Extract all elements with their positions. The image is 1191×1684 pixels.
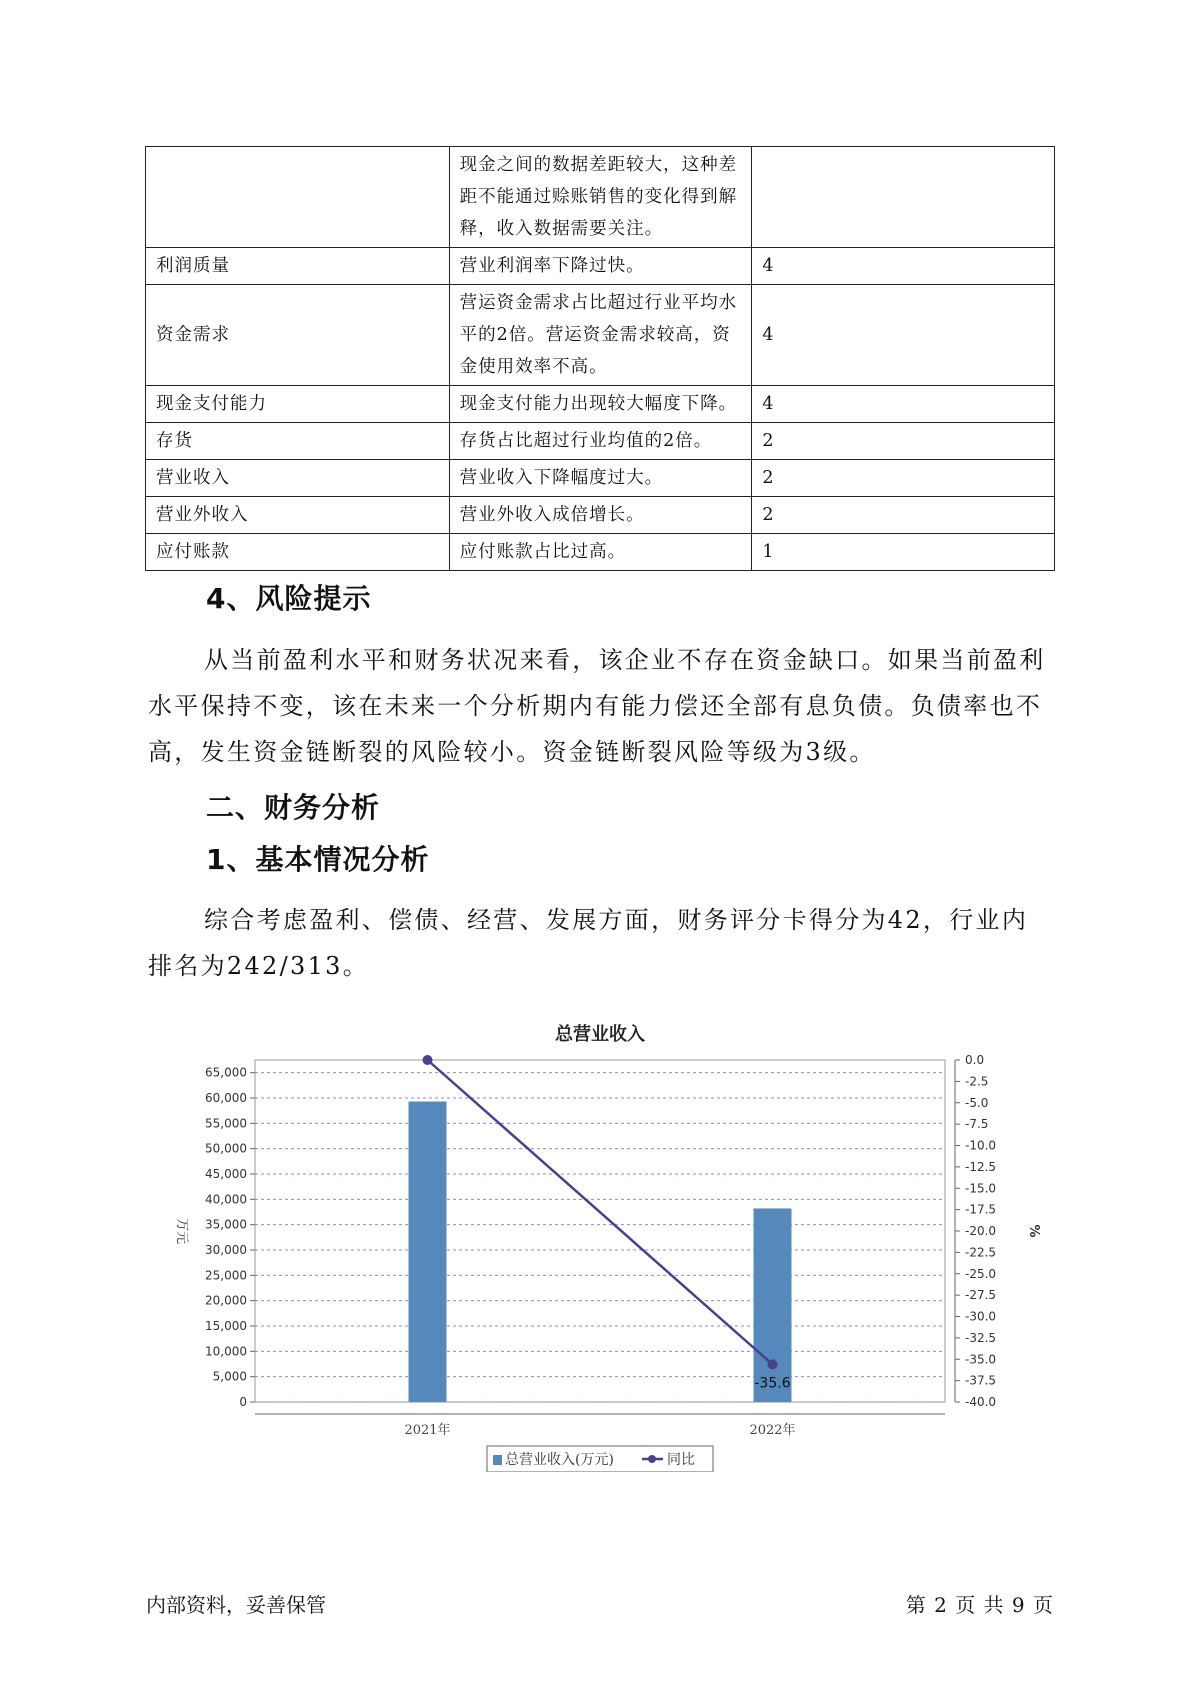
table-cell-desc: 营业利润率下降过快。 (449, 248, 752, 285)
footer-page-number: 第 2 页 共 9 页 (905, 1593, 1054, 1617)
y2-tick-label: -27.5 (965, 1288, 997, 1303)
y2-tick-label: -17.5 (965, 1202, 997, 1217)
y2-tick-label: -37.5 (965, 1373, 997, 1388)
y-tick-label: 45,000 (205, 1167, 247, 1181)
x-tick-label: 2022年 (749, 1423, 796, 1438)
table-cell-score: 2 (752, 423, 1055, 460)
y2-tick-label: -22.5 (965, 1245, 997, 1260)
table-cell-item: 资金需求 (146, 285, 450, 386)
table-cell-item: 现金支付能力 (146, 386, 450, 423)
y-tick-label: 20,000 (205, 1293, 247, 1308)
table-cell-score: 2 (752, 497, 1055, 534)
table-cell-score: 4 (752, 248, 1055, 285)
table-cell (752, 147, 1055, 248)
plot-area (255, 1060, 945, 1402)
table-row (146, 386, 1055, 423)
table-row (146, 248, 1055, 285)
section-heading-finance: 二、财务分析 (206, 791, 381, 824)
table-cell: 现金之间的数据差距较大，这种差距不能通过赊账销售的变化得到解释，收入数据需要关注。 (449, 147, 752, 248)
y-tick-label: 35,000 (205, 1217, 247, 1232)
revenue-chart (150, 1012, 1050, 1472)
y-tick-label: 60,000 (205, 1091, 247, 1105)
section-heading-risk: 4、风险提示 (206, 582, 372, 615)
table-row (146, 497, 1055, 534)
y-tick-label: 5,000 (212, 1369, 247, 1384)
table-cell-score: 2 (752, 460, 1055, 497)
table-row (146, 460, 1055, 497)
table-row (146, 534, 1055, 571)
table-cell-item: 营业收入 (146, 460, 450, 497)
table-cell-item: 利润质量 (146, 248, 450, 285)
y-tick-label: 30,000 (205, 1243, 247, 1257)
y2-tick-label: -35.0 (965, 1352, 997, 1367)
x-tick-label: 2021年 (404, 1423, 451, 1438)
table-cell (146, 147, 450, 248)
table-cell-score: 1 (752, 534, 1055, 571)
y-tick-label: 55,000 (205, 1116, 247, 1131)
y-tick-label: 10,000 (205, 1344, 247, 1359)
y2-tick-label: -12.5 (965, 1159, 997, 1174)
y2-tick-label: -15.0 (965, 1181, 997, 1196)
footer-confidential: 内部资料，妥善保管 (146, 1593, 326, 1617)
legend-label-bar: 总营业收入(万元) (505, 1452, 614, 1468)
table-cell-desc: 营业收入下降幅度过大。 (449, 460, 752, 497)
legend-swatch-point (648, 1455, 656, 1463)
y-axis-label: 万元 (174, 1217, 189, 1245)
y2-axis-label: % (1026, 1224, 1041, 1238)
table-cell-item: 营业外收入 (146, 497, 450, 534)
y-tick-label: 40,000 (205, 1192, 247, 1207)
table-cell-score: 4 (752, 285, 1055, 386)
table-cell-desc: 现金支付能力出现较大幅度下降。 (449, 386, 752, 423)
table-cell-desc: 存货占比超过行业均值的2倍。 (449, 423, 752, 460)
table-row (146, 285, 1055, 386)
legend-swatch-bar (493, 1455, 502, 1465)
legend-label-line: 同比 (667, 1452, 695, 1468)
y2-tick-label: -30.0 (965, 1309, 997, 1324)
chart-title: 总营业收入 (555, 1024, 645, 1045)
y2-tick-label: -25.0 (965, 1266, 997, 1281)
table-cell-desc: 营运资金需求占比超过行业平均水平的2倍。营运资金需求较高，资金使用效率不高。 (449, 285, 752, 386)
y-tick-label: 65,000 (205, 1065, 247, 1080)
table-cell-item: 存货 (146, 423, 450, 460)
y2-tick-label: 0.0 (965, 1053, 985, 1067)
line-point (423, 1055, 433, 1065)
sub-heading-basic: 1、基本情况分析 (206, 843, 430, 876)
y-tick-label: 50,000 (205, 1141, 247, 1156)
y2-tick-label: -10.0 (965, 1138, 997, 1153)
bar (409, 1102, 447, 1402)
y2-tick-label: -2.5 (965, 1074, 989, 1089)
data-label: -35.6 (754, 1375, 791, 1392)
table-cell-item: 应付账款 (146, 534, 450, 571)
y2-tick-label: -7.5 (965, 1117, 989, 1132)
risk-table (145, 146, 1055, 571)
table-row (146, 423, 1055, 460)
y-tick-label: 15,000 (205, 1319, 247, 1333)
line-point (768, 1359, 778, 1369)
basic-paragraph: 综合考虑盈利、偿债、经营、发展方面，财务评分卡得分为42，行业内排名为242/313。 (148, 906, 1029, 980)
y2-tick-label: -20.0 (965, 1224, 997, 1238)
table-cell-desc: 营业外收入成倍增长。 (449, 497, 752, 534)
bar (754, 1208, 792, 1402)
risk-paragraph: 从当前盈利水平和财务状况来看，该企业不存在资金缺口。如果当前盈利水平保持不变，该在未来一个分析期内有能力偿还全部有息负债。负债率也不高，发生资金链断裂的风险较小。资金链断裂风险等级为3级。 (148, 646, 1046, 766)
y-tick-label: 25,000 (205, 1268, 247, 1283)
y2-tick-label: -32.5 (965, 1330, 997, 1345)
y-tick-label: 0 (239, 1395, 247, 1409)
table-cell-desc: 应付账款占比过高。 (449, 534, 752, 571)
table-row (146, 147, 1055, 248)
table-cell-score: 4 (752, 386, 1055, 423)
y2-tick-label: -40.0 (965, 1395, 997, 1409)
y2-tick-label: -5.0 (965, 1095, 989, 1110)
